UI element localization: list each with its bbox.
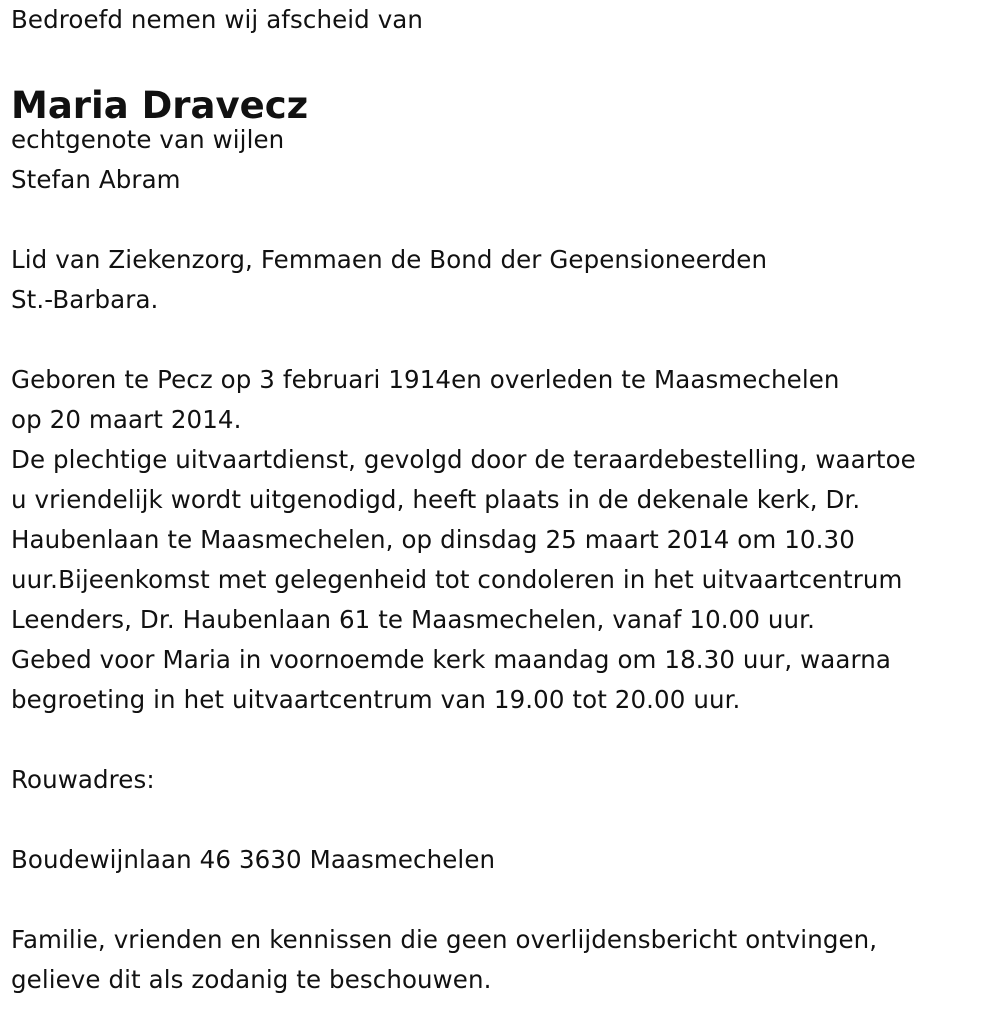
details-line: Geboren te Pecz op 3 februari 1914en overleden te Maasmechelen [11, 365, 840, 394]
membership-line: Lid van Ziekenzorg, Femmaen de Bond der Gepensioneerden [11, 245, 768, 274]
spacer [11, 200, 993, 240]
details-line: Gebed voor Maria in voornoemde kerk maandag om 18.30 uur, waarna [11, 645, 891, 674]
spacer [11, 720, 993, 760]
details-block [11, 360, 993, 720]
details-line: op 20 maart 2014. [11, 405, 242, 434]
spouse-line-1: echtgenote van wijlen [11, 125, 285, 154]
deceased-name: Maria Dravecz [11, 84, 309, 127]
details-line: uur.Bijeenkomst met gelegenheid tot condoleren in het uitvaartcentrum [11, 565, 903, 594]
death-notice [11, 0, 993, 1000]
details-line: Leenders, Dr. Haubenlaan 61 te Maasmechelen, vanaf 10.00 uur. [11, 605, 815, 634]
closing-block [11, 920, 993, 1000]
address-label: Rouwadres: [11, 765, 155, 794]
membership-block [11, 240, 993, 320]
membership-line: St.-Barbara. [11, 285, 159, 314]
spouse-line-2: Stefan Abram [11, 165, 181, 194]
spacer [11, 880, 993, 920]
spacer [11, 800, 993, 840]
closing-line: Familie, vrienden en kennissen die geen overlijdensbericht ontvingen, [11, 925, 878, 954]
intro-text: Bedroefd nemen wij afscheid van [11, 5, 424, 34]
details-line: Haubenlaan te Maasmechelen, op dinsdag 25 maart 2014 om 10.30 [11, 525, 855, 554]
details-line: begroeting in het uitvaartcentrum van 19.00 tot 20.00 uur. [11, 685, 741, 714]
address: Boudewijnlaan 46 3630 Maasmechelen [11, 845, 496, 874]
spacer [11, 320, 993, 360]
details-line: De plechtige uitvaartdienst, gevolgd door de teraardebestelling, waartoe [11, 445, 916, 474]
closing-line: gelieve dit als zodanig te beschouwen. [11, 965, 492, 994]
details-line: u vriendelijk wordt uitgenodigd, heeft plaats in de dekenale kerk, Dr. [11, 485, 861, 514]
spouse-block [11, 120, 993, 200]
